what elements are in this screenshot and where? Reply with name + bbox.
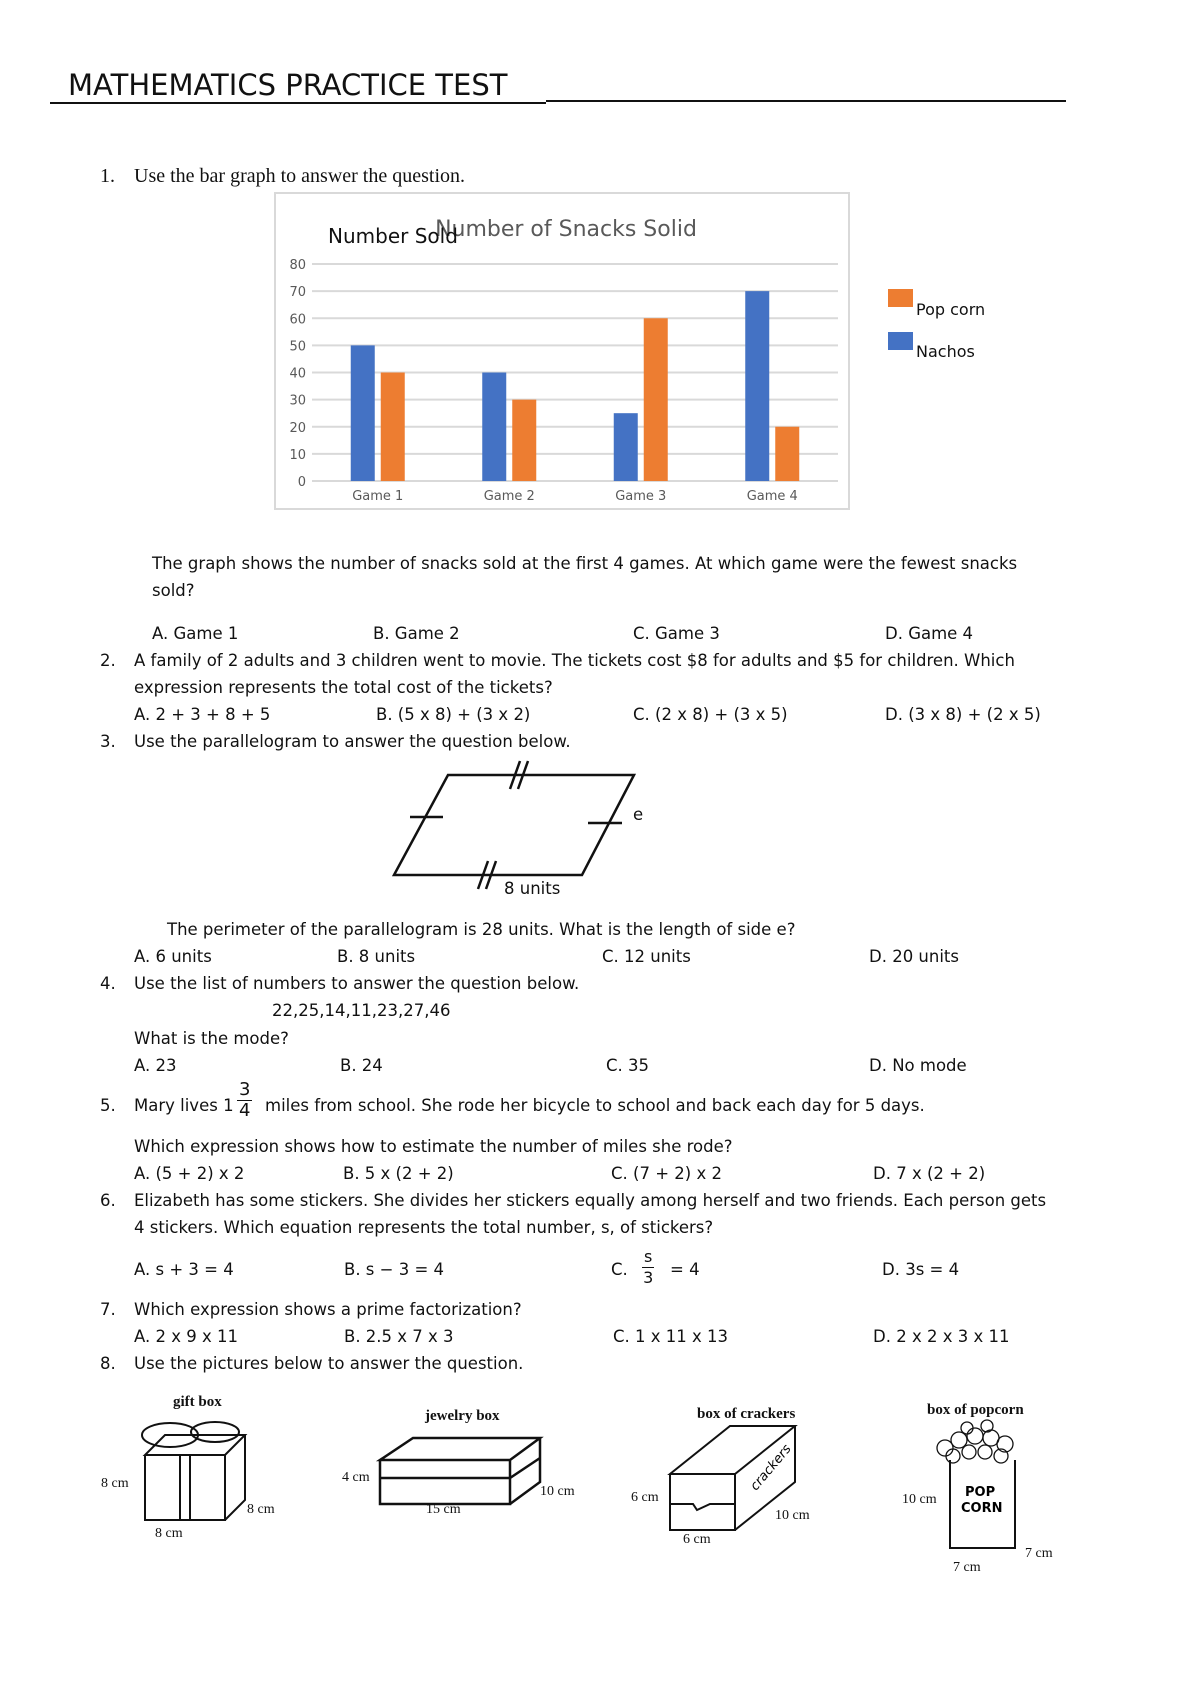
title-rule [546, 100, 1066, 102]
y-tick-label: 70 [289, 285, 306, 301]
crackers-box-picture [625, 1400, 835, 1560]
popcorn-box-picture [895, 1400, 1095, 1575]
side-e-label: e [633, 805, 644, 824]
q5-option-a[interactable]: A. (5 + 2) x 2 [134, 1164, 245, 1183]
fraction-denominator: 3 [643, 1268, 654, 1287]
bar-pop-corn [775, 427, 799, 481]
y-tick-label: 0 [297, 475, 306, 490]
dimension-label: 4 cm [342, 1470, 370, 1485]
q3-option-b[interactable]: B. 8 units [337, 947, 416, 966]
dimension-label: 15 cm [426, 1502, 461, 1517]
q7-option-d[interactable]: D. 2 x 2 x 3 x 11 [873, 1327, 1010, 1346]
y-tick-label: 60 [289, 312, 306, 328]
q3-option-c[interactable]: C. 12 units [602, 947, 691, 966]
q6-option-d[interactable]: D. 3s = 4 [882, 1260, 960, 1279]
q2-option-d[interactable]: D. (3 x 8) + (2 x 5) [885, 705, 1041, 724]
q5-option-c[interactable]: C. (7 + 2) x 2 [611, 1164, 722, 1183]
x-tick-label: Game 3 [615, 489, 667, 504]
q1-text: Use the bar graph to answer the question. [134, 165, 466, 187]
crackers-label: crackers [747, 1441, 795, 1494]
q8-text: Use the pictures below to answer the question. [134, 1354, 524, 1373]
q5-ask: Which expression shows how to estimate the number of miles she rode? [134, 1137, 733, 1156]
q4-option-d[interactable]: D. No mode [869, 1056, 967, 1075]
q2-text: expression represents the total cost of the tickets? [134, 678, 553, 697]
y-tick-label: 10 [289, 447, 306, 463]
page-title: MATHEMATICS PRACTICE TEST [68, 68, 508, 102]
legend-label: Nachos [916, 342, 975, 361]
chart-svg [276, 194, 848, 508]
jewelry-box-picture [335, 1400, 595, 1530]
q5-text: Mary lives 1 [134, 1096, 234, 1115]
dimension-label: 10 cm [902, 1492, 937, 1507]
q6-option-b[interactable]: B. s − 3 = 4 [344, 1260, 445, 1279]
q6-option-c-rest: = 4 [670, 1260, 700, 1279]
chart-legend [885, 285, 1035, 385]
bar-pop-corn [512, 400, 536, 481]
fraction-numerator: s [644, 1247, 653, 1266]
dimension-label: 6 cm [631, 1490, 659, 1505]
y-tick-label: 20 [289, 420, 306, 436]
legend-label: Pop corn [916, 300, 986, 319]
y-axis-title: Number Sold [328, 224, 458, 248]
q6-text: 4 stickers. Which equation represents the total number, s, of stickers? [134, 1218, 714, 1237]
q6-option-c[interactable]: C. [611, 1260, 628, 1279]
base-label: 8 units [504, 879, 561, 898]
dimension-label: 7 cm [953, 1560, 981, 1575]
picture-caption: box of crackers [697, 1406, 796, 1422]
q3-number: 3. [100, 732, 116, 751]
q4-number: 4. [100, 974, 116, 993]
q2-option-c[interactable]: C. (2 x 8) + (3 x 5) [633, 705, 788, 724]
q7-number: 7. [100, 1300, 116, 1319]
q3-body: The perimeter of the parallelogram is 28 units. What is the length of side e? [167, 920, 796, 939]
q2-option-b[interactable]: B. (5 x 8) + (3 x 2) [376, 705, 531, 724]
dimension-label: 8 cm [101, 1476, 129, 1491]
q5-option-d[interactable]: D. 7 x (2 + 2) [873, 1164, 986, 1183]
q1-option-b[interactable]: B. Game 2 [373, 624, 460, 643]
y-tick-label: 50 [289, 339, 306, 355]
picture-caption: box of popcorn [927, 1402, 1024, 1418]
dimension-label: 10 cm [540, 1484, 575, 1499]
mixed-fraction [237, 1080, 252, 1121]
fraction-numerator: 3 [239, 1079, 251, 1100]
q5-text: miles from school. She rode her bicycle to school and back each day for 5 days. [265, 1096, 925, 1115]
y-tick-label: 30 [289, 393, 306, 409]
q5-option-b[interactable]: B. 5 x (2 + 2) [343, 1164, 454, 1183]
q4-ask: What is the mode? [134, 1029, 289, 1048]
title-rule [50, 102, 546, 104]
q6-number: 6. [100, 1191, 116, 1210]
q7-option-c[interactable]: C. 1 x 11 x 13 [613, 1327, 729, 1346]
crackers-box-icon [625, 1400, 835, 1560]
x-tick-label: Game 1 [352, 489, 404, 504]
q8-number: 8. [100, 1354, 116, 1373]
dimension-label: 8 cm [155, 1526, 183, 1541]
chart-title: Number of Snacks Solid [435, 217, 697, 242]
gift-box-picture [95, 1390, 295, 1550]
legend-swatch [888, 332, 913, 350]
q1-number: 1. [100, 165, 115, 187]
dimension-label: 8 cm [247, 1502, 275, 1517]
gift-box-icon [95, 1390, 295, 1550]
q1-option-d[interactable]: D. Game 4 [885, 624, 974, 643]
q7-option-b[interactable]: B. 2.5 x 7 x 3 [344, 1327, 454, 1346]
bar-nachos [482, 373, 506, 482]
q7-text: Which expression shows a prime factorization? [134, 1300, 522, 1319]
y-tick-label: 80 [289, 258, 306, 273]
q3-option-d[interactable]: D. 20 units [869, 947, 960, 966]
q6-option-a[interactable]: A. s + 3 = 4 [134, 1260, 234, 1279]
bar-chart [274, 192, 850, 510]
popcorn-box-icon [895, 1400, 1095, 1570]
picture-caption: jewelry box [425, 1408, 500, 1424]
q5-number: 5. [100, 1096, 116, 1115]
q1-body: sold? [152, 581, 195, 600]
number-list: 22,25,14,11,23,27,46 [272, 1001, 451, 1020]
dimension-label: 10 cm [775, 1508, 810, 1523]
q4-text: Use the list of numbers to answer the question below. [134, 974, 580, 993]
q4-option-b[interactable]: B. 24 [340, 1056, 383, 1075]
q3-option-a[interactable]: A. 6 units [134, 947, 212, 966]
x-tick-label: Game 2 [483, 489, 535, 504]
bar-pop-corn [381, 373, 405, 482]
q7-option-a[interactable]: A. 2 x 9 x 11 [134, 1327, 238, 1346]
legend-swatch [888, 289, 913, 307]
jewelry-box-icon [335, 1400, 595, 1530]
popcorn-label: POP [965, 1485, 996, 1500]
fraction-s-over-3 [642, 1247, 654, 1288]
q4-option-a[interactable]: A. 23 [134, 1056, 177, 1075]
q4-option-c[interactable]: C. 35 [606, 1056, 650, 1075]
q1-option-c[interactable]: C. Game 3 [633, 624, 720, 643]
picture-caption: gift box [173, 1394, 222, 1410]
dimension-label: 6 cm [683, 1532, 711, 1547]
q1-option-a[interactable]: A. Game 1 [152, 624, 239, 643]
bar-pop-corn [644, 318, 668, 481]
q3-text: Use the parallelogram to answer the question below. [134, 732, 571, 751]
x-tick-label: Game 4 [746, 489, 798, 504]
q6-text: Elizabeth has some stickers. She divides her stickers equally among herself and two friends. Each person gets [134, 1191, 1047, 1210]
dimension-label: 7 cm [1025, 1546, 1053, 1561]
popcorn-label: CORN [961, 1501, 1003, 1516]
fraction-denominator: 4 [239, 1100, 251, 1121]
q1-body: The graph shows the number of snacks sold at the first 4 games. At which game were the fewest snacks [152, 554, 1018, 573]
q2-text: A family of 2 adults and 3 children went to movie. The tickets cost $8 for adults and $5 for children. Which [134, 651, 1015, 670]
q2-option-a[interactable]: A. 2 + 3 + 8 + 5 [134, 705, 271, 724]
bar-nachos [614, 413, 638, 481]
bar-nachos [745, 291, 769, 481]
q2-number: 2. [100, 651, 116, 670]
y-tick-label: 40 [289, 366, 306, 382]
bar-nachos [351, 345, 375, 481]
